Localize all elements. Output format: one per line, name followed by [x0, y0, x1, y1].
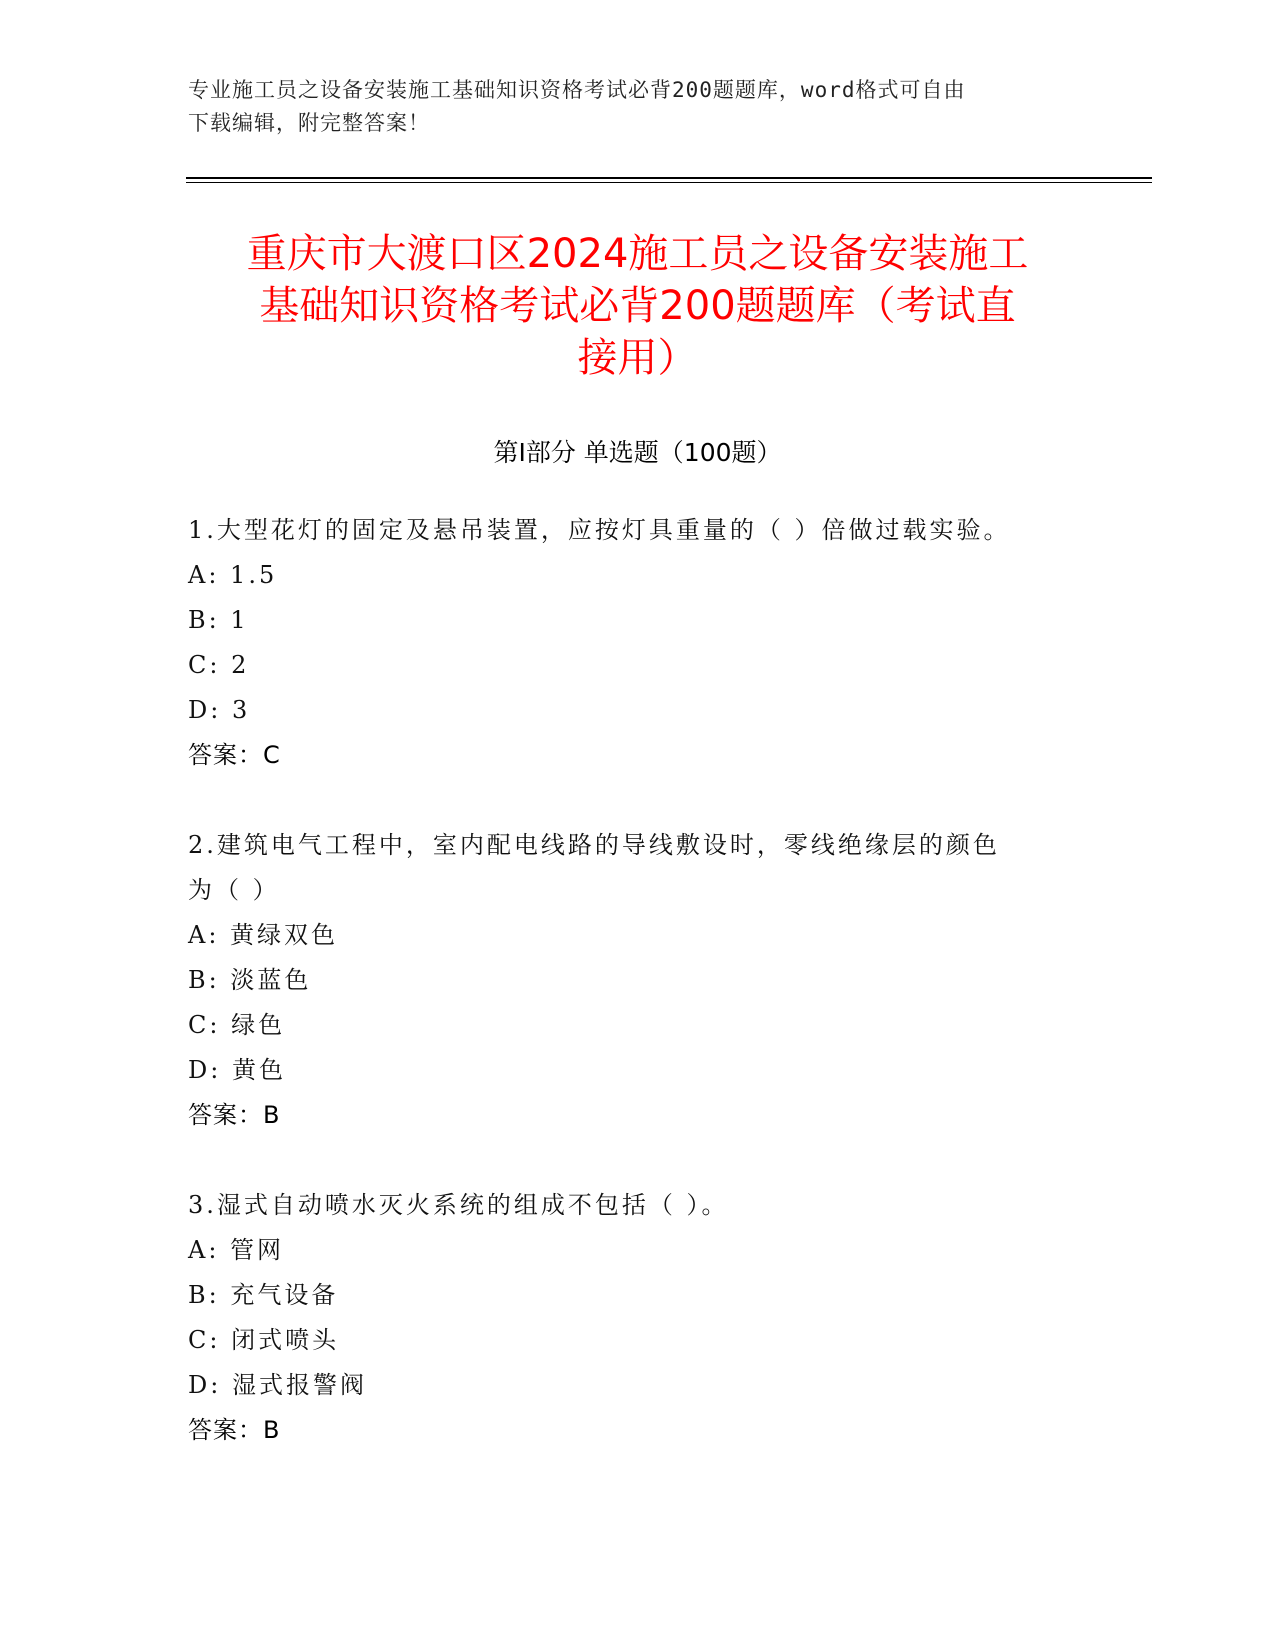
answer: 答案：B — [188, 1416, 281, 1444]
option-a: A: 1.5 — [188, 561, 278, 589]
document-title-line-2: 基础知识资格考试必背200题题库（考试直 — [259, 283, 1016, 329]
option-d: D: 黄色 — [188, 1056, 286, 1084]
answer: 答案：B — [188, 1101, 281, 1129]
header-divider-thick — [186, 177, 1152, 179]
document-title-line-1: 重庆市大渡口区2024施工员之设备安装施工 — [246, 231, 1029, 277]
question-1 — [188, 508, 1088, 778]
header-note — [188, 74, 1088, 140]
question-3 — [188, 1183, 1088, 1453]
section-title: 第I部分 单选题（100题） — [493, 438, 782, 467]
document-title — [160, 228, 1115, 384]
option-b: B: 1 — [188, 606, 249, 634]
header-divider-thin — [186, 182, 1152, 183]
option-a: A: 管网 — [188, 1236, 285, 1264]
option-d: D: 湿式报警阀 — [188, 1371, 367, 1399]
option-c: C: 绿色 — [188, 1011, 286, 1039]
question-2 — [188, 823, 1088, 1138]
document-title-line-3: 接用） — [577, 335, 698, 381]
answer: 答案：C — [188, 741, 281, 769]
question-stem: 2.建筑电气工程中，室内配电线路的导线敷设时，零线绝缘层的颜色 — [188, 831, 1000, 859]
question-stem-continued: 为（ ） — [188, 876, 280, 904]
option-a: A: 黄绿双色 — [188, 921, 339, 949]
question-stem: 3.湿式自动喷水灭火系统的组成不包括（ ）。 — [188, 1191, 729, 1219]
header-note-line-1: 专业施工员之设备安装施工基础知识资格考试必背200题题库，word格式可自由 — [188, 78, 966, 102]
option-d: D: 3 — [188, 696, 251, 724]
header-note-line-2: 下载编辑，附完整答案！ — [188, 111, 430, 135]
question-stem: 1.大型花灯的固定及悬吊装置，应按灯具重量的（ ）倍做过载实验。 — [188, 516, 1011, 544]
option-c: C: 2 — [188, 651, 250, 679]
option-b: B: 充气设备 — [188, 1281, 339, 1309]
option-b: B: 淡蓝色 — [188, 966, 312, 994]
option-c: C: 闭式喷头 — [188, 1326, 340, 1354]
